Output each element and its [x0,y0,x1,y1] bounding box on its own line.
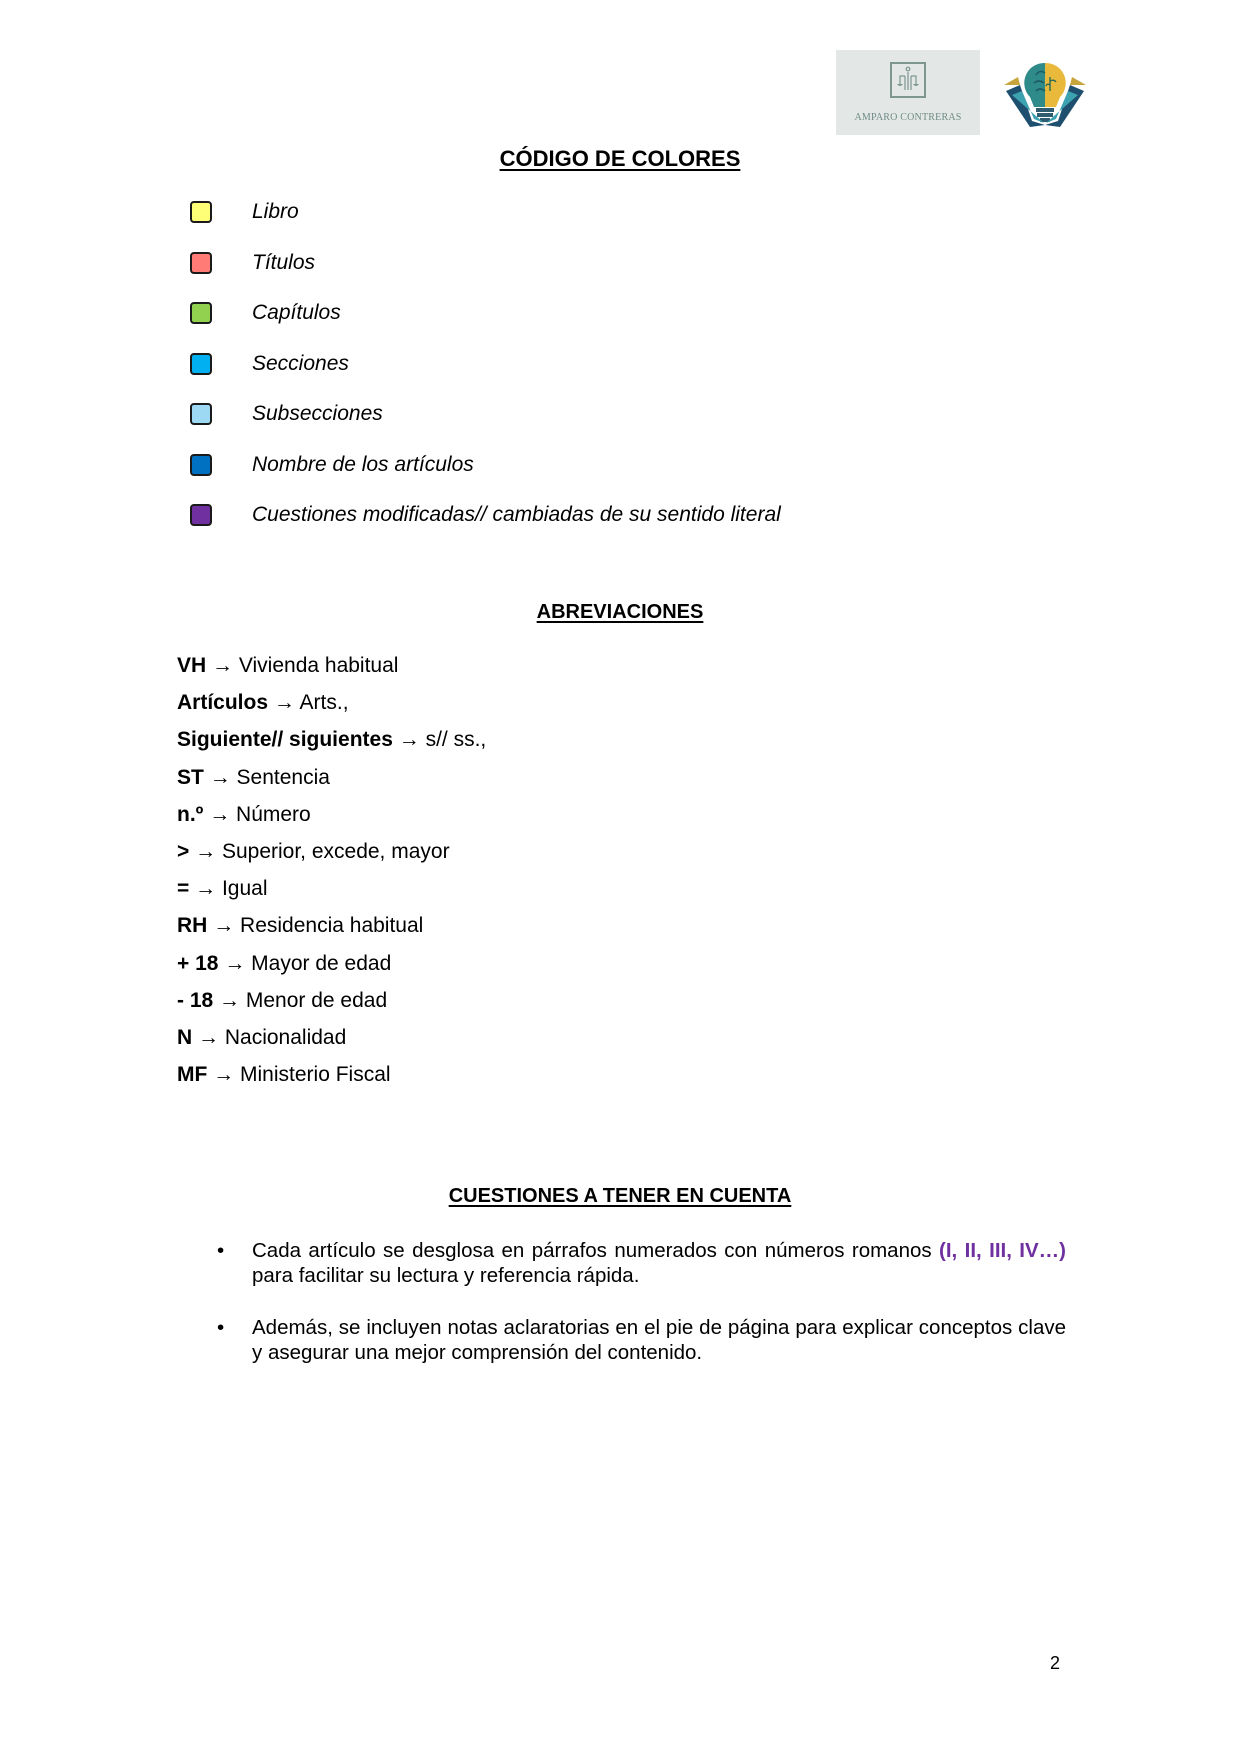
color-swatch [190,302,212,324]
abbreviation-value: Residencia habitual [240,914,424,938]
abbreviation-value: Mayor de edad [251,951,392,975]
arrow-icon: → [195,877,217,901]
abbreviation-value: Superior, excede, mayor [221,839,450,863]
color-swatch [190,504,212,526]
abbreviation-key: ST [177,765,204,789]
logo-text: AMPARO CONTRERAS [854,112,962,123]
abbreviation-value: Nacionalidad [224,1025,347,1049]
abbreviation-row [177,725,486,762]
amparo-contreras-logo [836,50,980,135]
abbreviations-title: ABREVIACIONES [536,601,704,623]
arrow-icon: → [213,1063,235,1087]
arrow-icon: → [398,728,420,752]
arrow-icon: → [209,802,231,826]
arrow-icon: → [209,765,231,789]
arrow-icon: → [195,839,217,863]
arrow-icon: → [213,914,235,938]
legend-label: Libro [252,200,299,223]
abbreviation-key: n.º [177,802,204,826]
color-swatch [190,353,212,375]
abbreviation-value: Número [236,802,311,826]
abbreviations-list [177,651,486,1097]
abbreviation-row [177,986,486,1023]
color-swatch [190,201,212,223]
lightbulb-brain-book-icon [1000,55,1090,135]
arrow-icon: → [219,988,241,1012]
note-text: Cada artículo se desglosa en párrafos numerados con números romanos [252,1239,940,1262]
abbreviation-row [177,911,486,948]
legend-label: Nombre de los artículos [252,452,474,476]
notes-title: CUESTIONES A TENER EN CUENTA [448,1185,792,1207]
abbreviation-row [177,763,486,800]
abbreviation-key: > [177,839,190,863]
color-swatch [190,454,212,476]
abbreviation-row [177,949,486,986]
abbreviation-row [177,688,486,725]
note-text-end: para facilitar su lectura y referencia rápida. [252,1264,640,1287]
notes-list [210,1238,1066,1392]
abbreviation-key: VH [177,654,207,677]
color-swatch [190,403,212,425]
arrow-icon: → [273,691,295,715]
abbreviation-value: Vivienda habitual [238,654,399,677]
bullet-icon: • [217,1316,225,1339]
abbreviation-row [177,1060,486,1097]
legend-label: Títulos [252,250,316,274]
abbreviation-value: Sentencia [236,765,330,789]
abbreviation-key: - 18 [177,988,214,1012]
abbreviation-key: Artículos [177,691,269,715]
abbreviation-value: Ministerio Fiscal [240,1063,391,1087]
legend-label: Secciones [252,351,349,375]
legend-label: Capítulos [252,301,341,324]
arrow-icon: → [212,654,234,677]
roman-numerals-highlight: (I, II, III, IV…) [939,1239,1066,1262]
abbreviation-value: s// ss., [425,728,487,752]
abbreviation-key: Siguiente// siguientes [177,728,393,752]
legend-label: Cuestiones modificadas// cambiadas de su sentido literal [252,503,781,526]
abbreviation-value: Arts., [299,691,349,715]
abbreviation-key: MF [177,1063,208,1087]
abbreviation-row [177,874,486,911]
arrow-icon: → [198,1025,220,1049]
abbreviation-row [177,837,486,874]
abbreviation-value: Menor de edad [245,988,388,1012]
note-item [210,1238,1066,1288]
abbreviation-key: = [177,877,190,901]
abbreviation-key: + 18 [177,951,219,975]
bullet-icon: • [217,1239,225,1262]
color-code-title: CÓDIGO DE COLORES [499,146,741,171]
abbreviation-row [177,651,486,688]
abbreviation-key: N [177,1025,193,1049]
note-item [210,1315,1066,1365]
color-swatch [190,252,212,274]
note-text: Además, se incluyen notas aclaratorias en el pie de página para explicar conceptos clave y asegurar una mejor comprensión del contenido. [252,1316,1066,1364]
abbreviation-value: Igual [221,877,268,901]
abbreviation-row [177,800,486,837]
legend-label: Subsecciones [252,402,383,425]
page-number: 2 [1050,1653,1061,1673]
arrow-icon: → [224,951,246,975]
abbreviation-row [177,1023,486,1060]
scales-circuit-icon [890,62,926,98]
abbreviation-key: RH [177,914,208,938]
